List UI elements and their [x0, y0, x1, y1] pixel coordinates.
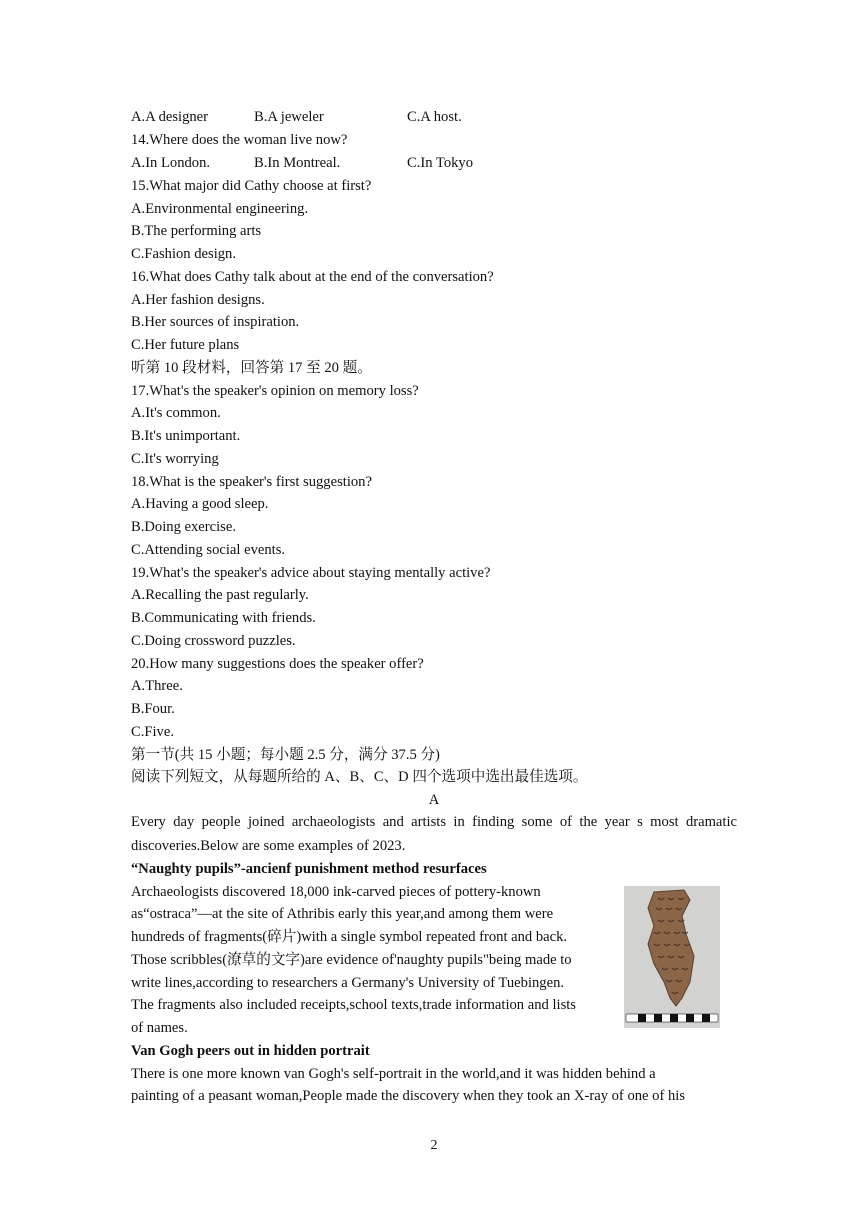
q19-option-b: B.Communicating with friends. [131, 610, 316, 626]
para1-line-2: as“ostraca”—at the site of Athribis early this year,and among them were [131, 906, 554, 922]
q14-option-c: C.In Tokyo [407, 155, 474, 171]
pottery-shard-photo [624, 886, 720, 1028]
q18-option-c: C.Attending social events. [131, 542, 286, 558]
q15-option-b: B.The performing arts [131, 223, 262, 239]
passage-label: A [428, 792, 440, 808]
q17-option-a: A.It's common. [131, 405, 221, 421]
para2-line-1: There is one more known van Gogh's self-portrait in the world,and it was hidden behind a [131, 1066, 656, 1082]
q20-option-a: A.Three. [131, 678, 183, 694]
q16-option-c: C.Her future plans [131, 337, 240, 353]
para1-line-7: of names. [131, 1020, 188, 1036]
para1-line-4: Those scribbles(潦草的文字)are evidence of'naughty pupils"being made to [131, 952, 572, 968]
q16-question: 16.What does Cathy talk about at the end of the conversation? [131, 269, 494, 285]
pottery-shard-icon [624, 886, 720, 1028]
q20-option-c: C.Five. [131, 724, 174, 740]
intro-line-2: discoveries.Below are some examples of 2023. [131, 838, 406, 854]
para1-line-3: hundreds of fragments(碎片)with a single symbol repeated front and back. [131, 929, 568, 945]
q20-option-b: B.Four. [131, 701, 175, 717]
q14-options [131, 154, 731, 172]
reading-section-header: 第一节(共 15 小题；每小题 2.5 分，满分 37.5 分) [131, 747, 440, 763]
q18-option-b: B.Doing exercise. [131, 519, 236, 535]
para2-line-2: painting of a peasant woman,People made the discovery when they took an X-ray of one of his [131, 1088, 685, 1104]
q17-option-b: B.It's unimportant. [131, 428, 241, 444]
q18-option-a: A.Having a good sleep. [131, 496, 269, 512]
q20-question: 20.How many suggestions does the speaker offer? [131, 656, 424, 672]
q19-option-a: A.Recalling the past regularly. [131, 587, 309, 603]
q15-option-a: A.Environmental engineering. [131, 201, 309, 217]
q15-option-c: C.Fashion design. [131, 246, 236, 262]
q19-question: 19.What's the speaker's advice about staying mentally active? [131, 565, 491, 581]
heading-naughty-pupils: “Naughty pupils”-ancienf punishment method resurfaces [131, 861, 487, 877]
q13-option-a: A.A designer [131, 109, 209, 125]
q17-question: 17.What's the speaker's opinion on memory loss? [131, 383, 419, 399]
page-number: 2 [430, 1138, 438, 1153]
reading-instruction: 阅读下列短文，从每题所给的 A、B、C、D 四个选项中选出最佳选项。 [131, 769, 588, 785]
q16-option-a: A.Her fashion designs. [131, 292, 265, 308]
para1-line-1: Archaeologists discovered 18,000 ink-carved pieces of pottery-known [131, 884, 541, 900]
q13-option-c: C.A host. [407, 109, 462, 125]
q13-option-b: B.A jeweler [254, 109, 324, 125]
intro-line-1: Every day people joined archaeologists and artists in finding some of the year s most dramatic [131, 814, 737, 830]
heading-van-gogh: Van Gogh peers out in hidden portrait [131, 1043, 370, 1059]
q15-question: 15.What major did Cathy choose at first? [131, 178, 372, 194]
para1-line-5: write lines,according to researchers a Germany's University of Tuebingen. [131, 975, 565, 991]
q13-options [131, 108, 731, 126]
q18-question: 18.What is the speaker's first suggestion? [131, 474, 372, 490]
q14-question: 14.Where does the woman live now? [131, 132, 348, 148]
q19-option-c: C.Doing crossword puzzles. [131, 633, 296, 649]
q17-option-c: C.It's worrying [131, 451, 219, 467]
section10-instruction: 听第 10 段材料，回答第 17 至 20 题。 [131, 360, 372, 376]
q14-option-a: A.In London. [131, 155, 211, 171]
q14-option-b: B.In Montreal. [254, 155, 341, 171]
q16-option-b: B.Her sources of inspiration. [131, 314, 300, 330]
para1-line-6: The fragments also included receipts,school texts,trade information and lists [131, 997, 576, 1013]
